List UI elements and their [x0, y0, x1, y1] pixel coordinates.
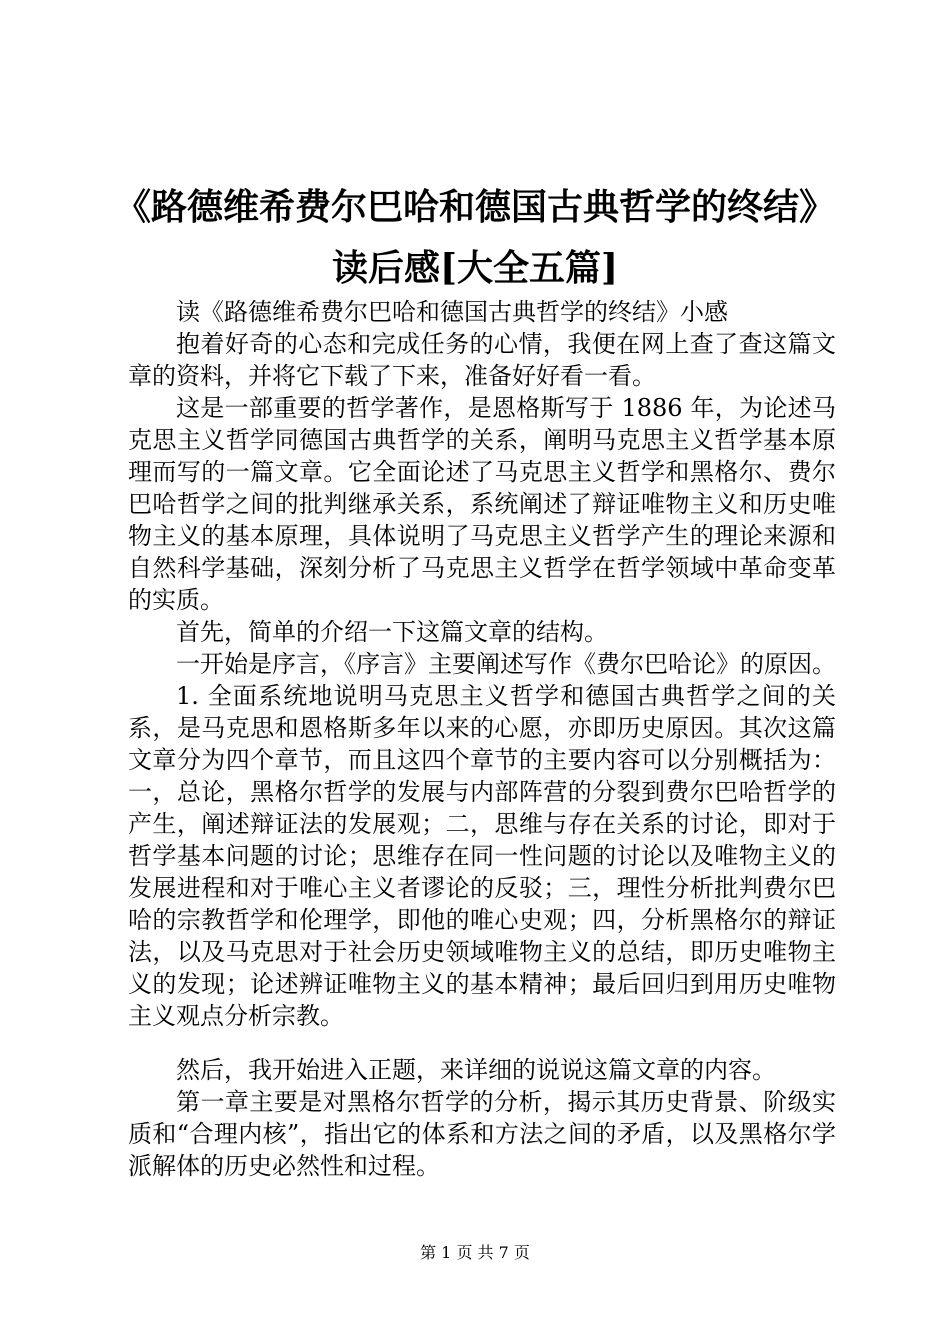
paragraph: 首先，简单的介绍一下这篇文章的结构。 — [176, 618, 608, 646]
document-title-line-2: 读后感[大全五篇] — [331, 247, 619, 289]
document-body — [128, 296, 836, 1182]
paragraph: 抱着好奇的心态和完成任务的心情，我便在网上查了查这篇文章的资料，并将它下载了下来，准备好好看一看。 — [128, 330, 836, 390]
page-footer: 第 1 页 共 7 页 — [420, 1243, 530, 1262]
paragraph: 然后，我开始进入正题，来详细的说说这篇文章的内容。 — [176, 1056, 776, 1084]
paragraph: 1. 全面系统地说明马克思主义哲学和德国古典哲学之间的关系，是马克思和恩格斯多年以来的心愿，亦即历史原因。其次这篇文章分为四个章节，而且这四个章节的主要内容可以分别概括为：一，总论，黑格尔哲学的发展与内部阵营的分裂到费尔巴哈哲学的产生，阐述辩证法的发展观；二，思维与存在关系的讨论，即对于哲学基本问题的讨论；思维存在同一性问题的讨论以及唯物主义的发展进程和对于唯心主义者谬论的反驳；三，理性分析批判费尔巴哈的宗教哲学和伦理学，即他的唯心史观；四，分析黑格尔的辩证法，以及马克思对于社会历史领域唯物主义的总结，即历史唯物主义的发现；论述辨证唯物主义的基本精神；最后回归到用历史唯物主义观点分析宗教。 — [128, 682, 836, 1030]
document-title-line-1: 《路德维希费尔巴哈和德国古典哲学的终结》 — [114, 186, 835, 228]
paragraph: 第一章主要是对黑格尔哲学的分析，揭示其历史背景、阶级实质和“合理内核”，指出它的体系和方法之间的矛盾，以及黑格尔学派解体的历史必然性和过程。 — [128, 1088, 836, 1180]
paragraph: 这是一部重要的哲学著作，是恩格斯写于 1886 年，为论述马克思主义哲学同德国古典哲学的关系，阐明马克思主义哲学基本原理而写的一篇文章。它全面论述了马克思主义哲学和黑格尔、费尔巴哈哲学之间的批判继承关系，系统阐述了辩证唯物主义和历史唯物主义的基本原理，具体说明了马克思主义哲学产生的理论来源和自然科学基础，深刻分析了马克思主义哲学在哲学领域中革命变革的实质。 — [128, 394, 836, 614]
paragraph-subtitle: 读《路德维希费尔巴哈和德国古典哲学的终结》小感 — [176, 298, 728, 326]
paragraph: 一开始是序言，《序言》主要阐述写作《费尔巴哈论》的原因。 — [176, 650, 836, 678]
